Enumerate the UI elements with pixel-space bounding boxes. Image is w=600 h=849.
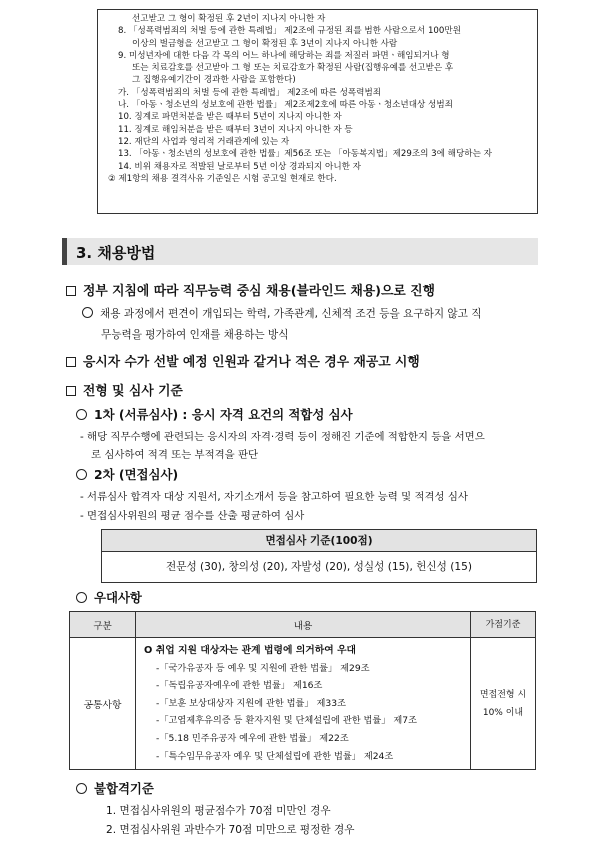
- col-header-points: 가점기준: [471, 612, 536, 638]
- interview-criteria-box: [101, 529, 537, 583]
- item-blind-hiring: [66, 280, 435, 299]
- criteria-body: 전문성 (30), 창의성 (20), 자발성 (20), 성실성 (15), 헌신성 (15): [165, 561, 472, 573]
- blind-desc: [82, 306, 481, 321]
- criteria-header: 면접심사 기준(100점): [102, 530, 536, 552]
- col-header-content: 내용: [136, 612, 471, 638]
- stage2-desc: - 서류심사 합격자 대상 지원서, 자기소개서 등을 참고하여 필요한 능력 및 적격성 심사: [80, 491, 468, 503]
- box-line: 9. 미성년자에 대한 다음 각 목의 어느 하나에 해당하는 죄를 저질러 파면ㆍ해임되거나 형: [118, 50, 450, 61]
- box-line: 11. 징계로 해임처분을 받은 때부터 3년이 지나지 아니한 자 등: [118, 124, 353, 135]
- item-text: 응시자 수가 선발 예정 인원과 같거나 적은 경우 재공고 시행: [83, 355, 420, 370]
- box-line: 이상의 벌금형을 선고받고 그 형이 확정된 후 3년이 지나지 아니한 사람: [132, 38, 398, 49]
- law-item: -「독립유공자예우에 관한 법률」 제16조: [156, 680, 323, 692]
- col-header-category: 구분: [70, 612, 136, 638]
- preference-table: [69, 611, 536, 770]
- circle-bullet-icon: [82, 307, 93, 318]
- stage1-desc: - 해당 직무수행에 관련되는 응시자의 자격·경력 등이 정해진 기준에 적합한지 등을 서면으: [80, 431, 485, 443]
- section-accent-bar: [62, 238, 67, 265]
- box-line: 가. 「성폭력범죄의 처벌 등에 관한 특례법」 제2조에 따른 성폭력범죄: [118, 87, 382, 98]
- item-process: [66, 380, 183, 399]
- stage-text: 2차 (면접심사): [94, 467, 179, 482]
- category-cell: 공통사항: [70, 638, 136, 770]
- disqualification-box: [97, 9, 538, 214]
- pref-lead: O 취업 지원 대상자는 관계 법령에 의거하여 우대: [144, 645, 357, 656]
- desc-text: 채용 과정에서 편견이 개입되는 학력, 가족관계, 신체적 조건 등을 요구하지 않고 직: [100, 308, 482, 320]
- square-bullet-icon: [66, 386, 76, 396]
- item-text: 전형 및 심사 기준: [83, 384, 183, 399]
- fail-item: 2. 면접심사위원 과반수가 70점 미만으로 평정한 경우: [106, 824, 355, 836]
- box-line: 12. 재단의 사업과 영리적 거래관계에 있는 자: [118, 136, 290, 147]
- points-cell: [471, 638, 536, 770]
- law-item: -「보훈 보상대상자 지원에 관한 법률」 제33조: [156, 697, 346, 709]
- table-row: [70, 638, 536, 770]
- box-line: 8. 「성폭력범죄의 처벌 등에 관한 특례법」 제2조에 규정된 죄를 범한 사람으로서 100만원: [118, 26, 461, 37]
- law-item: -「5.18 민주유공자 예우에 관한 법률」 제22조: [156, 732, 349, 744]
- table-header-row: [70, 612, 536, 638]
- circle-bullet-icon: [76, 469, 87, 480]
- circle-bullet-icon: [76, 783, 87, 794]
- box-line: 선고받고 그 형이 확정된 후 2년이 지나지 아니한 자: [132, 14, 326, 24]
- points-line: 10% 이내: [482, 707, 524, 718]
- stage2-desc-2: - 면접심사위원의 평균 점수를 산출 평균하여 심사: [80, 510, 305, 522]
- fail-title: 불합격기준: [94, 781, 154, 796]
- law-item: -「고엽제후유의증 등 환자지원 및 단체설립에 관한 법률」 제7조: [156, 715, 417, 727]
- law-item: -「특수임무유공자 예우 및 단체설립에 관한 법률」 제24조: [156, 750, 394, 762]
- box-line: 10. 징계로 파면처분을 받은 때부터 5년이 지나지 아니한 자: [118, 112, 342, 123]
- content-cell: [136, 638, 471, 770]
- stage-text: 1차 (서류심사) : 응시 자격 요건의 적합성 심사: [94, 407, 353, 422]
- box-line: 또는 치료감호를 선고받아 그 형 또는 치료감호가 확정된 사람(집행유예를 선고받은 후: [132, 63, 454, 74]
- section-header: [62, 238, 538, 265]
- law-item: -「국가유공자 등 예우 및 지원에 관한 법률」 제29조: [156, 662, 370, 674]
- box-line: 14. 비위 채용자로 적발된 날로부터 5년 이상 경과되지 아니한 자: [118, 161, 361, 172]
- pref-heading: [76, 588, 142, 606]
- blind-desc-cont: 무능력을 평가하여 인재를 채용하는 방식: [101, 329, 289, 341]
- box-line: 13. 「아동ㆍ청소년의 성보호에 관한 법률」제56조 또는 「아동복지법」제29조의 3에 해당하는 자: [118, 149, 492, 160]
- circle-bullet-icon: [76, 409, 87, 420]
- stage1-desc-cont: 로 심사하여 적격 또는 부적격을 판단: [91, 449, 259, 461]
- box-line: ② 제1항의 채용 결격사유 기준일은 시험 공고일 현재로 한다.: [108, 173, 337, 184]
- pref-title: 우대사항: [94, 590, 142, 605]
- square-bullet-icon: [66, 286, 76, 296]
- box-line: 나. 「아동ㆍ청소년의 성보호에 관한 법률」 제2조제2호에 따른 아동ㆍ청소년대상 성범죄: [118, 100, 453, 111]
- fail-item: 1. 면접심사위원의 평균점수가 70점 미만인 경우: [106, 805, 331, 817]
- square-bullet-icon: [66, 357, 76, 367]
- box-line: 그 집행유예기간이 경과한 사람을 포함한다): [132, 75, 296, 86]
- section-title: 3. 채용방법: [76, 244, 156, 262]
- item-repost: [66, 351, 420, 370]
- stage1-heading: [76, 405, 353, 423]
- stage2-heading: [76, 465, 178, 483]
- circle-bullet-icon: [76, 592, 87, 603]
- item-text: 정부 지침에 따라 직무능력 중심 채용(블라인드 채용)으로 진행: [83, 284, 435, 299]
- points-line: 면접전형 시: [479, 689, 527, 700]
- fail-heading: [76, 779, 154, 797]
